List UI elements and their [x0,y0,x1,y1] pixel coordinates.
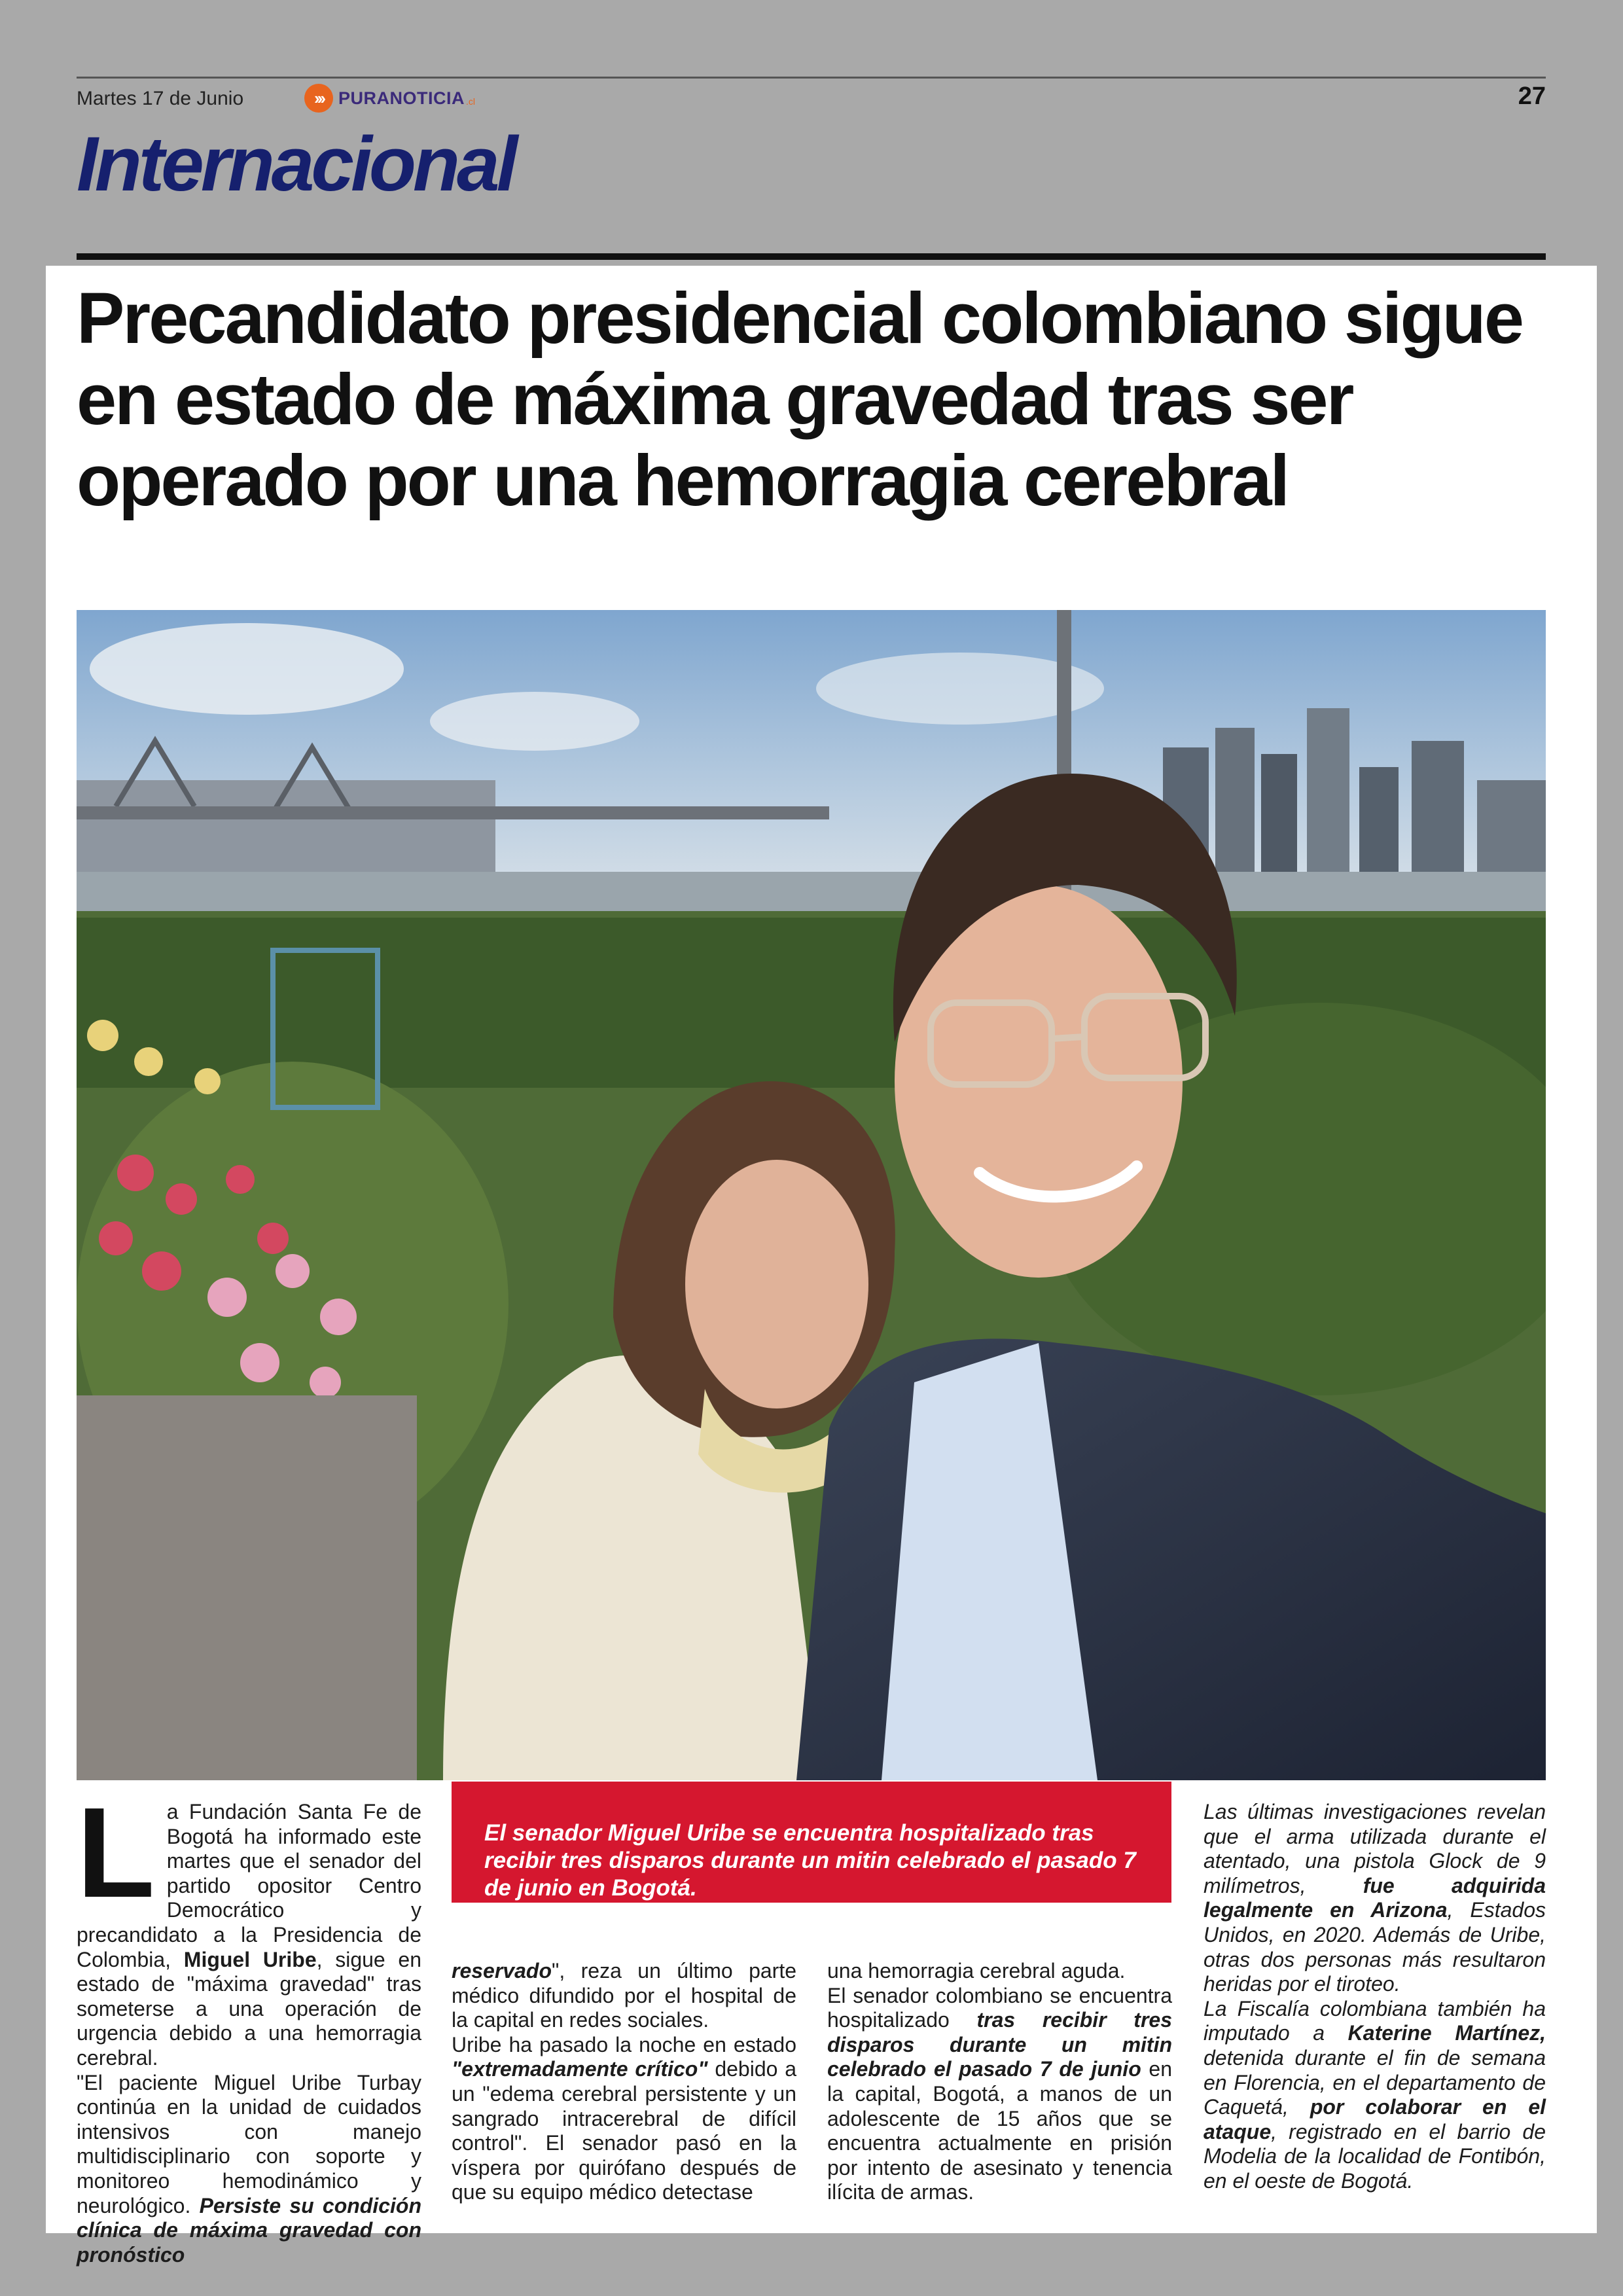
article-headline: Precandidato presidencial colombiano sigue en estado de máxima gravedad tras ser operado por una hemorragia cerebral [77,278,1523,521]
article-column-2 [452,1959,796,2205]
logo-arrows-icon: ››› [304,84,333,113]
article-column-3 [827,1959,1172,2205]
paragraph: "El paciente Miguel Uribe Turbay continúa en la unidad de cuidados intensivos con manejo multidisciplinario con soporte y monitoreo hemodinámico y neurológico. Persiste su condición clínica de máxima gravedad con pronóstico [77,2070,422,2267]
paragraph: El senador colombiano se encuentra hospitalizado tras recibir tres disparos durante un mitin celebrado el pasado 7 de junio en la capital, Bogotá, a manos de un adolescente de 15 años que se encuentra actualmente en prisión por intento de asesinato y tenencia ilícita de armas. [827,1983,1173,2204]
paragraph: a Fundación Santa Fe de Bogotá ha informado este martes que el senador del partido opositor Centro Democrático y precandidato a la Presidencia de Colombia, Miguel Uribe, sigue en estado de "máxima gravedad" tras someterse a una operación de urgencia debido a una hemorragia cerebral. [77,1800,422,2070]
section-rule [77,253,1546,260]
header-rule [77,77,1546,79]
paragraph: La Fiscalía colombiana también ha imputado a Katerine Martínez, detenida durante el fin de semana en Florencia, en el departamento de Caquetá, por colaborar en el ataque, registrado en el barrio de Modelia de la localidad de Fontibón, en el oeste de Bogotá. [1204,1996,1546,2193]
paragraph: reservado", reza un último parte médico difundido por el hospital de la capital en redes sociales. [452,1959,796,2032]
article-column-1 [77,1781,422,2267]
paragraph: Las últimas investigaciones revelan que el arma utilizada durante el atentado, una pistola Glock de 9 milímetros, fue adquirida legalmente en Arizona, Estados Unidos, en 2020. Además de Uribe, otras dos personas más resultaron heridas por el tiroteo. [1204,1800,1546,1996]
puranoticia-logo[interactable] [304,84,475,113]
drop-cap: L [77,1781,155,1924]
article-column-4 [1204,1800,1546,2194]
page-number: 27 [1518,82,1546,110]
paragraph: una hemorragia cerebral aguda. [827,1959,1126,1982]
issue-date: Martes 17 de Junio [77,88,244,109]
paragraph: Uribe ha pasado la noche en estado "extremadamente crítico" debido a un "edema cerebral persistente y un sangrado intracerebral de difícil control". El senador pasó en la víspera por quirófano después de que su equipo médico detectase [452,2032,796,2204]
section-title: Internacional [77,121,515,207]
logo-wordmark: PURANOTICIA [338,88,465,108]
article-photo [77,610,1546,1780]
pull-quote-callout: El senador Miguel Uribe se encuentra hospitalizado tras recibir tres disparos durante un mitin celebrado el pasado 7 de junio en Bogotá. [452,1782,1171,1903]
logo-domain: .cl [466,96,475,107]
